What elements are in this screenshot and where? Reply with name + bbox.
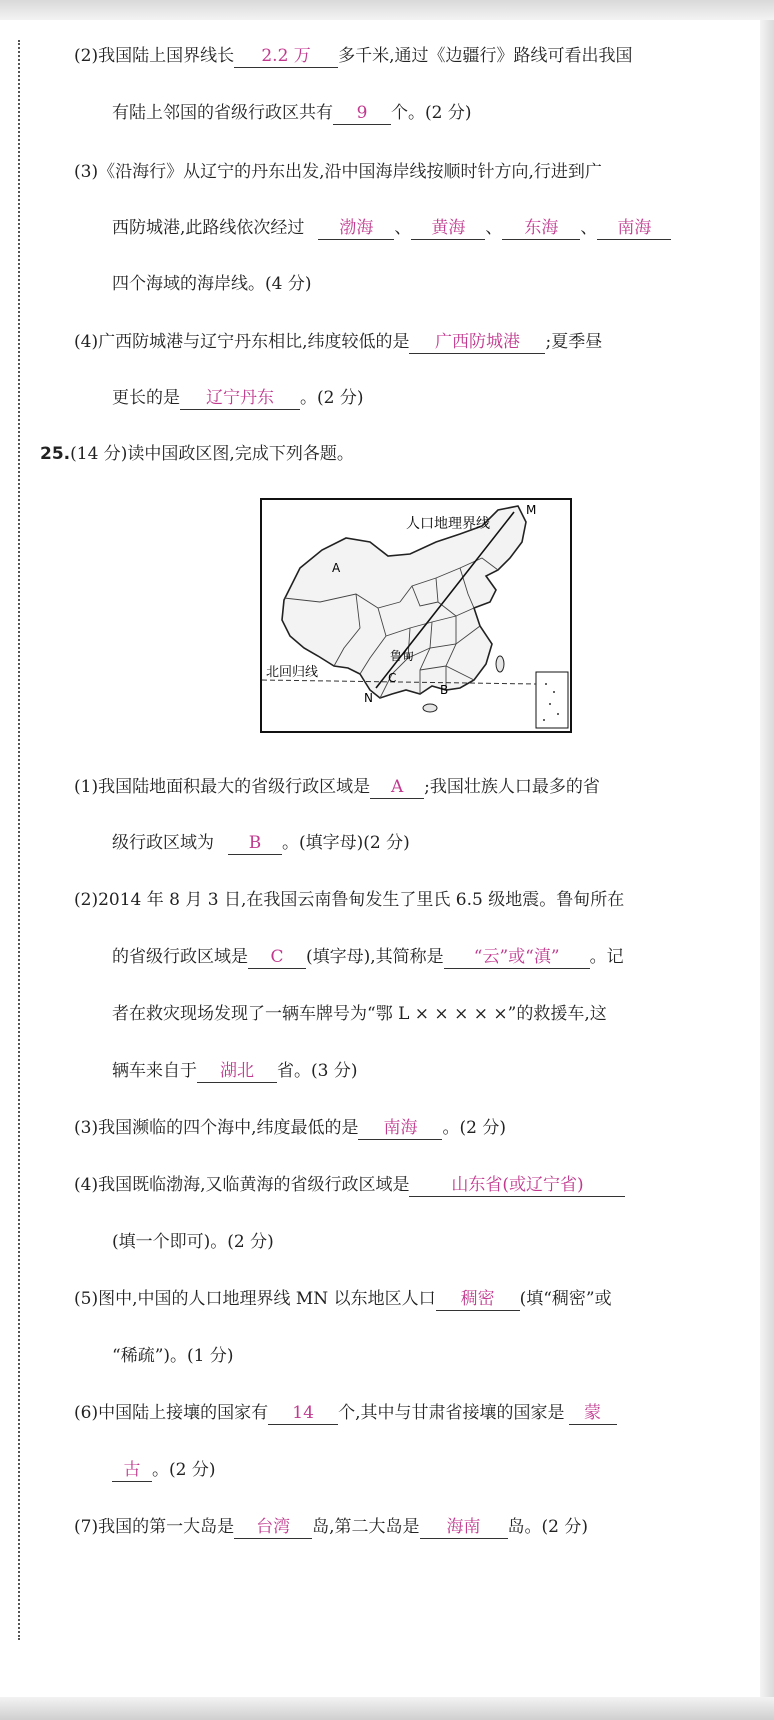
q25-p2-text: 辆车来自于: [112, 1061, 197, 1081]
separator: 、: [485, 218, 503, 238]
answer-blank: 黄海: [411, 217, 485, 240]
q25-p4-text: (填一个即可)。(2 分): [112, 1232, 274, 1252]
q25-p7-text: (7)我国的第一大岛是: [74, 1517, 235, 1537]
q24-p4-text: (4)广西防城港与辽宁丹东相比,纬度较低的是: [74, 332, 410, 352]
q24-part2-line1: [74, 44, 633, 68]
q25-part1-line1: [74, 775, 600, 799]
separator: 、: [394, 218, 412, 238]
q25-part2-line2: [112, 945, 624, 969]
q24-p2-text: (2)我国陆上国界线长: [74, 46, 235, 66]
q24-p3-text: (3)《沿海行》从辽宁的丹东出发,沿中国海岸线按顺时针方向,行进到广: [74, 162, 602, 182]
answer-blank: 南海: [358, 1117, 442, 1140]
q25-p2-text: 。记: [589, 947, 624, 967]
q25-part3: [74, 1116, 506, 1140]
q24-part4-line2: [112, 386, 363, 410]
q24-p2-text: 有陆上邻国的省级行政区共有: [112, 103, 333, 123]
answer-blank: 海南: [420, 1516, 508, 1539]
q24-part3-line3: [112, 272, 311, 296]
separator: 、: [580, 218, 598, 238]
q24-p2-text: 多千米,通过《边疆行》路线可看出我国: [338, 46, 633, 66]
page-top-edge: [0, 0, 774, 20]
q25-part4-line1: [74, 1173, 625, 1197]
answer-blank: 9: [333, 102, 391, 125]
q25-part6-line1: [74, 1401, 617, 1425]
q25-p5-text: “稀疏”)。(1 分): [112, 1346, 234, 1366]
answer-blank: 2.2 万: [234, 45, 338, 68]
south-sea-inset: [536, 672, 568, 728]
q25-p4-text: (4)我国既临渤海,又临黄海的省级行政区域是: [74, 1175, 410, 1195]
answer-blank: 蒙: [569, 1402, 617, 1425]
answer-blank: B: [228, 832, 282, 855]
q25-part4-line2: [112, 1230, 274, 1254]
answer-blank: C: [248, 946, 306, 969]
q25-p5-text: (5)图中,中国的人口地理界线 MN 以东地区人口: [74, 1289, 436, 1309]
label-population-line: 人口地理界线: [406, 516, 490, 532]
q25-p5-text: (填“稠密”或: [519, 1289, 612, 1309]
answer-blank: 湖北: [197, 1060, 277, 1083]
q25-p1-text: ;我国壮族人口最多的省: [424, 777, 600, 797]
answer-blank: 山东省(或辽宁省): [409, 1174, 625, 1197]
q25-part2-line1: [74, 888, 624, 912]
q24-part3-line1: [74, 160, 602, 184]
q25-part7: [74, 1515, 588, 1539]
q24-p4-text: ;夏季昼: [545, 332, 603, 352]
hainan-island: [423, 704, 437, 712]
q24-p4-text: 更长的是: [112, 388, 180, 408]
answer-blank: 渤海: [318, 217, 394, 240]
q25-part5-line1: [74, 1287, 612, 1311]
answer-blank: 古: [112, 1459, 152, 1482]
q24-p3-text: 西防城港,此路线依次经过: [112, 218, 305, 238]
q24-part2-line2: [112, 101, 471, 125]
label-b: B: [440, 683, 449, 697]
q24-part4-line1: [74, 330, 602, 354]
label-ludian: 鲁甸: [390, 649, 415, 663]
q25-part5-line2: [112, 1344, 234, 1368]
answer-blank: 台湾: [234, 1516, 312, 1539]
q25-p7-text: 岛。(2 分): [507, 1517, 588, 1537]
taiwan-island: [496, 656, 504, 672]
answer-blank: 南海: [597, 217, 671, 240]
q25-stem: [40, 442, 354, 466]
answer-blank: 14: [268, 1402, 338, 1425]
page-right-edge: [760, 20, 774, 1697]
answer-blank: 稠密: [436, 1288, 520, 1311]
map-svg: [260, 498, 572, 733]
q24-part3-line2: [112, 216, 671, 240]
q25-p1-text: 。(填字母)(2 分): [282, 833, 410, 853]
label-c: C: [388, 671, 397, 685]
q24-p3-text: 四个海域的海岸线。(4 分): [112, 274, 312, 294]
china-political-map: [260, 498, 572, 733]
q25-p6-text: (6)中国陆上接壤的国家有: [74, 1403, 269, 1423]
answer-blank: 广西防城港: [409, 331, 545, 354]
q25-part2-line4: [112, 1059, 357, 1083]
q25-p7-text: 岛,第二大岛是: [312, 1517, 420, 1537]
answer-blank: A: [370, 776, 424, 799]
q25-p2-text: 的省级行政区域是: [112, 947, 248, 967]
label-m: M: [526, 503, 537, 517]
answer-blank: 辽宁丹东: [180, 387, 300, 410]
q25-p2-text: 省。(3 分): [277, 1061, 358, 1081]
q24-p4-text: 。(2 分): [300, 388, 364, 408]
question-number: 25.: [40, 444, 71, 464]
q25-p3-text: 。(2 分): [442, 1118, 506, 1138]
label-a: A: [332, 561, 341, 575]
q25-p2-text: (2)2014 年 8 月 3 日,在我国云南鲁甸发生了里氏 6.5 级地震。鲁甸所在: [74, 890, 625, 910]
label-tropic-of-cancer: 北回归线: [266, 665, 319, 680]
q25-p2-text: 者在救灾现场发现了一辆车牌号为“鄂 L × × × × ×”的救援车,这: [112, 1004, 607, 1024]
question-stem: (14 分)读中国政区图,完成下列各题。: [70, 444, 354, 464]
q25-p1-text: 级行政区域为: [112, 833, 214, 853]
page-bottom-edge: [0, 1697, 774, 1720]
q25-p2-text: (填字母),其简称是: [306, 947, 444, 967]
answer-blank: “云”或“滇”: [444, 946, 590, 969]
q25-part2-line3: [112, 1002, 607, 1026]
answer-blank: 东海: [502, 217, 580, 240]
q25-p6-text: 。(2 分): [152, 1460, 216, 1480]
binding-dotted-line: [18, 40, 20, 1640]
q24-p2-text: 个。(2 分): [391, 103, 472, 123]
q25-part6-line2: [112, 1458, 215, 1482]
q25-p1-text: (1)我国陆地面积最大的省级行政区域是: [74, 777, 371, 797]
label-n: N: [364, 691, 373, 705]
q25-p3-text: (3)我国濒临的四个海中,纬度最低的是: [74, 1118, 359, 1138]
q25-part1-line2: [112, 831, 410, 855]
q25-p6-text: 个,其中与甘肃省接壤的国家是: [338, 1403, 565, 1423]
